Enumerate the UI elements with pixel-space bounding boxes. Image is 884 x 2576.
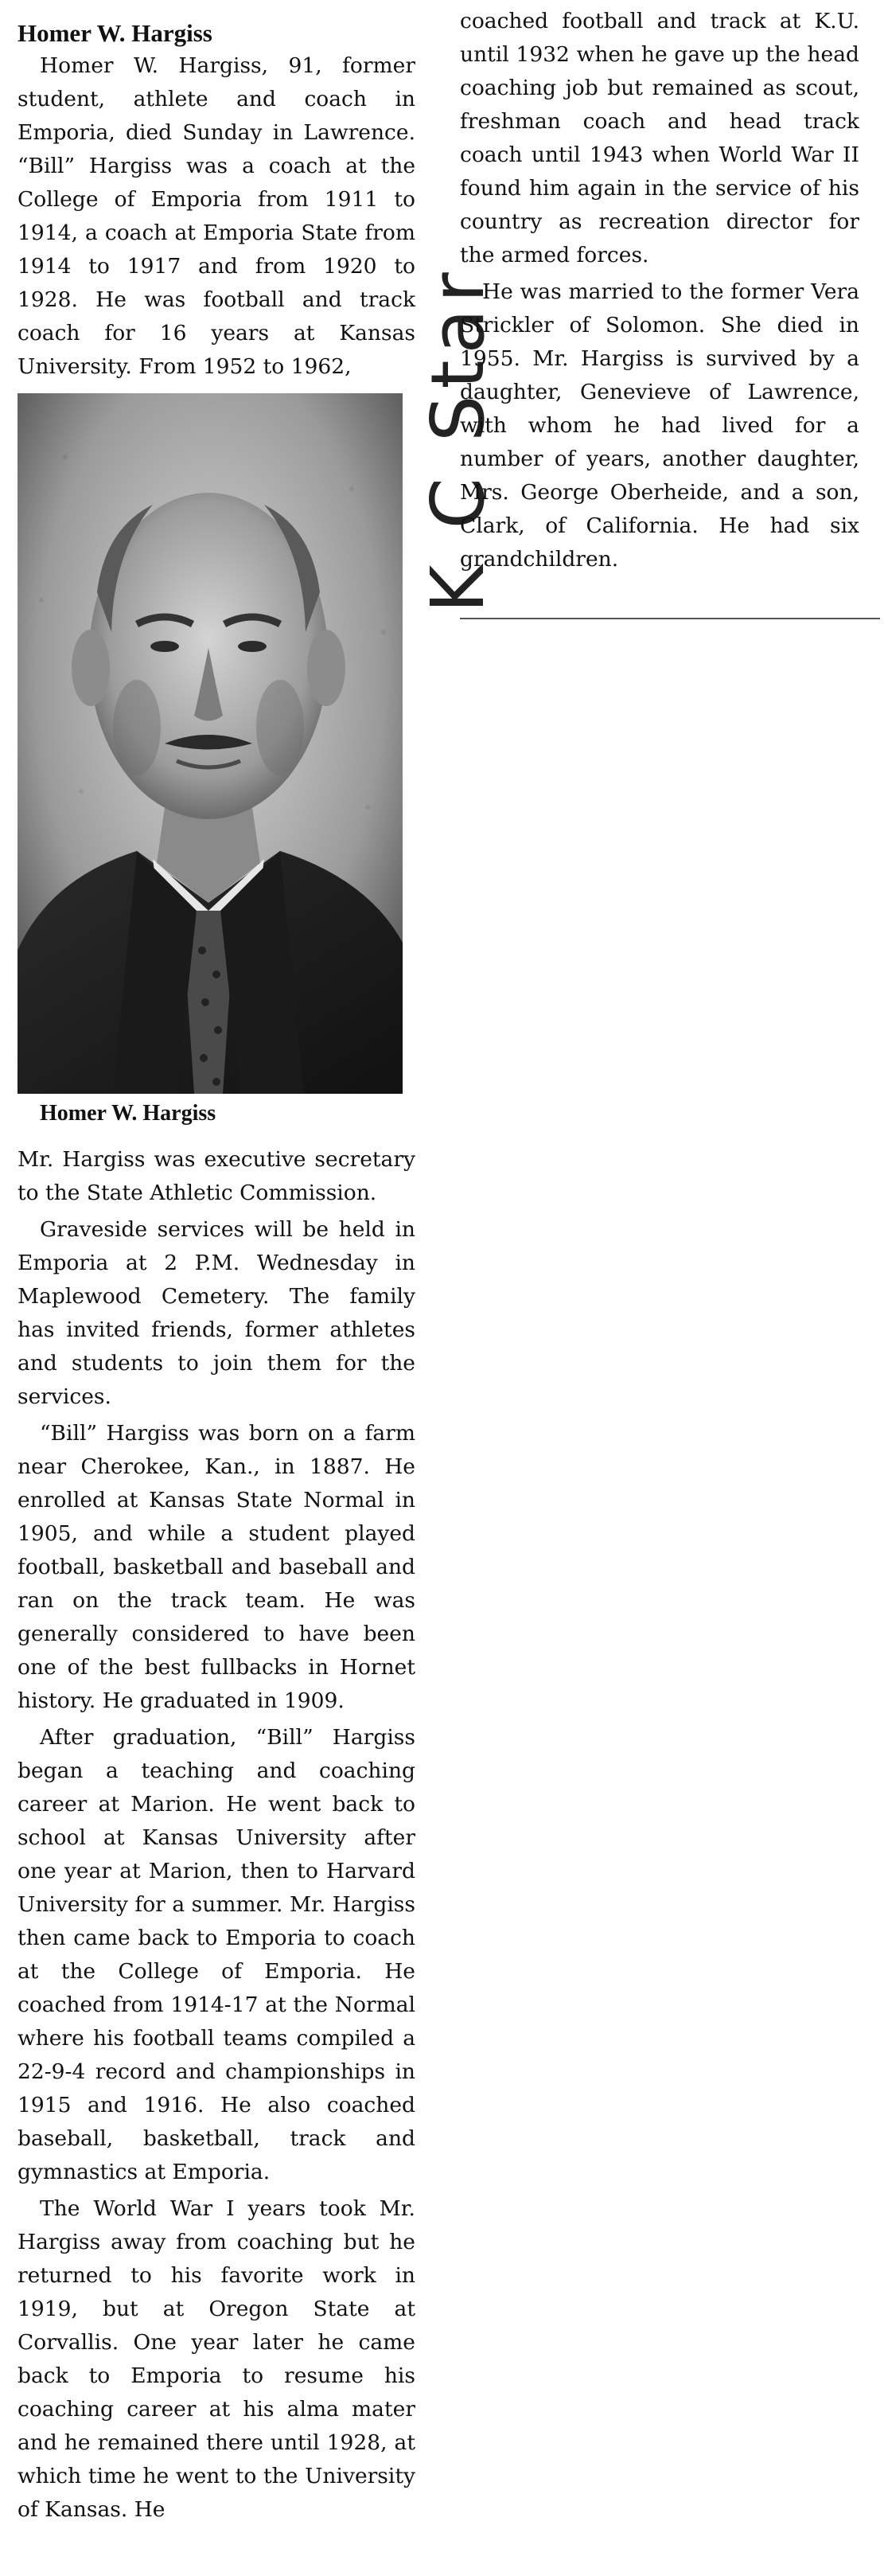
- right-column: [460, 5, 859, 576]
- handwritten-note: K C Star: [415, 266, 500, 613]
- paragraph-early-life: “Bill” Hargiss was born on a farm near Cherokee, Kan., in 1887. He enrolled at Kansas State Normal in 1905, and while a student played football, basketball and baseball and ran on the track team. He was generally considered to have been one of the best fullbacks in Hornet history. He graduated in 1909.: [18, 1421, 415, 1713]
- paragraph-graveside-services: Graveside services will be held in Emporia at 2 P.M. Wednesday in Maplewood Cemetery. The family has invited friends, former athletes and students to join them for the services.: [18, 1217, 415, 1409]
- portrait-photo: [18, 393, 403, 1094]
- paragraph-ku-coaching: coached football and track at K.U. until 1932 when he gave up the head coaching job but remained as scout, freshman coach and head track coach until 1943 when World War II found him again in the service of his country as recreation director for the armed forces.: [460, 9, 859, 267]
- left-column: [18, 18, 415, 2527]
- obituary-headline: Homer W. Hargiss: [18, 19, 212, 47]
- paragraph-athletic-commission: Mr. Hargiss was executive secretary to the State Athletic Commission.: [18, 1147, 415, 1205]
- paragraph-world-war-one: The World War I years took Mr. Hargiss away from coaching but he returned to his favorite work in 1919, but at Oregon State at Corvallis. One year later he came back to Emporia to resume his coaching career at his alma mater and he remained there until 1928, at which time he went to the University of Kansas. He: [18, 2196, 415, 2522]
- photo-caption: Homer W. Hargiss: [40, 1101, 216, 1126]
- paragraph-coaching-career: After graduation, “Bill” Hargiss began a teaching and coaching career at Marion. He went back to school at Kansas University after one year at Marion, then to Harvard University for a summer. Mr. Hargiss then came back to Emporia to coach at the College of Emporia. He coached from 1914-17 at the Normal where his football teams compiled a 22-9-4 record and championships in 1915 and 1916. He also coached baseball, basketball, track and gymnastics at Emporia.: [18, 1725, 415, 2184]
- column-end-rule: [460, 618, 880, 619]
- paragraph-family: He was married to the former Vera Strickler of Solomon. She died in 1955. Mr. Hargiss is survived by a daughter, Genevieve of Lawrence, with whom he had lived for a number of years, another daughter, Mrs. George Oberheide, and a son, Clark, of California. He had six grandchildren.: [460, 279, 859, 572]
- intro-paragraph: Homer W. Hargiss, 91, former student, athlete and coach in Emporia, died Sunday in Lawrence. “Bill” Hargiss was a coach at the College of Emporia from 1911 to 1914, a coach at Emporia State from 1914 to 1917 and from 1920 to 1928. He was football and track coach for 16 years at Kansas University. From 1952 to 1962,: [18, 53, 415, 379]
